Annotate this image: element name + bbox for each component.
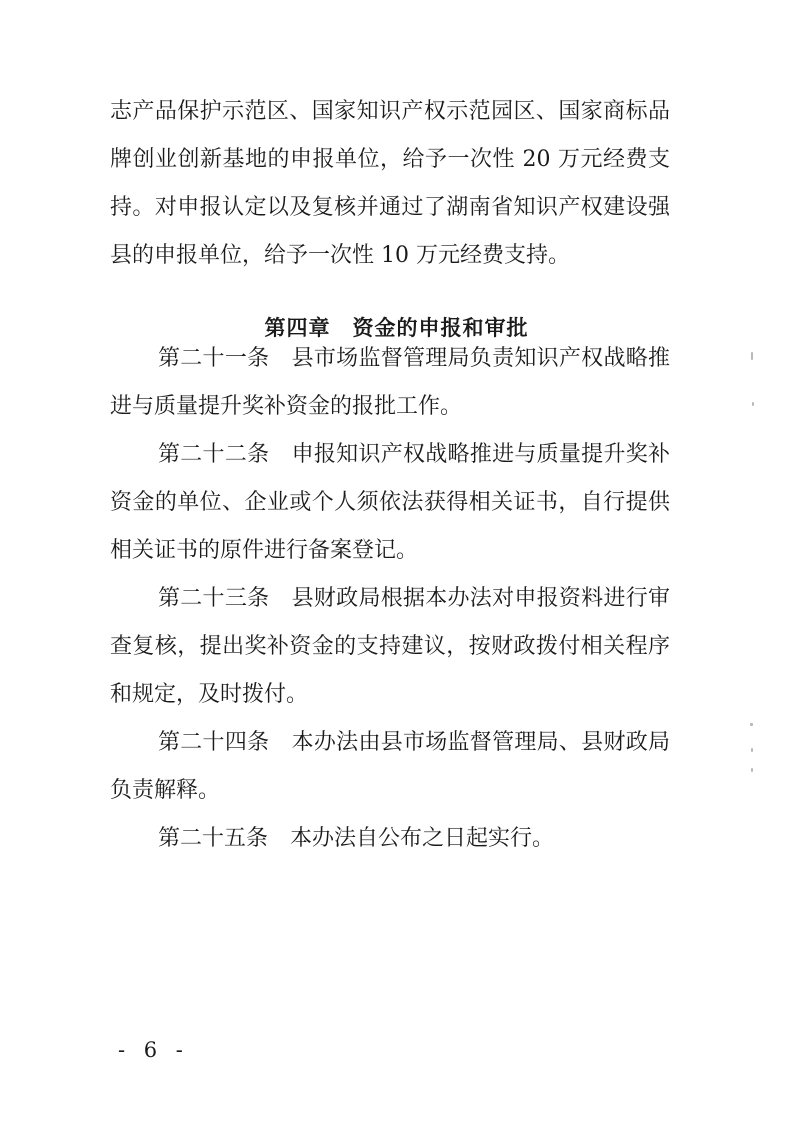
scan-speck	[751, 352, 753, 360]
article-22-line-3: 相关证书的原件进行备案登记。	[110, 538, 419, 563]
scan-speck	[751, 748, 753, 752]
intro-line-1: 志产品保护示范区、国家知识产权示范园区、国家商标品	[110, 99, 670, 124]
article-23-line-2: 查复核，提出奖补资金的支持建议，按财政拨付相关程序	[110, 634, 670, 659]
article-22-line-2: 资金的单位、企业或个人须依法获得相关证书，自行提供	[110, 490, 670, 515]
article-24-line-2: 负责解释。	[110, 778, 221, 803]
article-25-line-1: 第二十五条 本办法自公布之日起实行。	[158, 826, 555, 851]
chapter-title: 第四章 资金的申报和审批	[264, 316, 529, 341]
article-21-line-2: 进与质量提升奖补资金的报批工作。	[110, 394, 463, 419]
page-number: - 6 -	[118, 1038, 189, 1062]
intro-line-2: 牌创业创新基地的申报单位，给予一次性 20 万元经费支	[110, 147, 670, 172]
article-23-line-3: 和规定，及时拨付。	[110, 682, 309, 707]
article-22-line-1: 第二十二条 申报知识产权战略推进与质量提升奖补	[158, 442, 670, 467]
intro-line-4: 县的申报单位，给予一次性 10 万元经费支持。	[110, 243, 570, 268]
scan-speck	[751, 768, 753, 772]
article-23-line-1: 第二十三条 县财政局根据本办法对申报资料进行审	[158, 586, 670, 611]
scan-speck	[750, 723, 753, 726]
scan-speck	[752, 402, 754, 406]
article-21-line-1: 第二十一条 县市场监督管理局负责知识产权战略推	[158, 346, 670, 371]
article-24-line-1: 第二十四条 本办法由县市场监督管理局、县财政局	[158, 730, 670, 755]
intro-line-3: 持。对申报认定以及复核并通过了湖南省知识产权建设强	[110, 195, 670, 220]
